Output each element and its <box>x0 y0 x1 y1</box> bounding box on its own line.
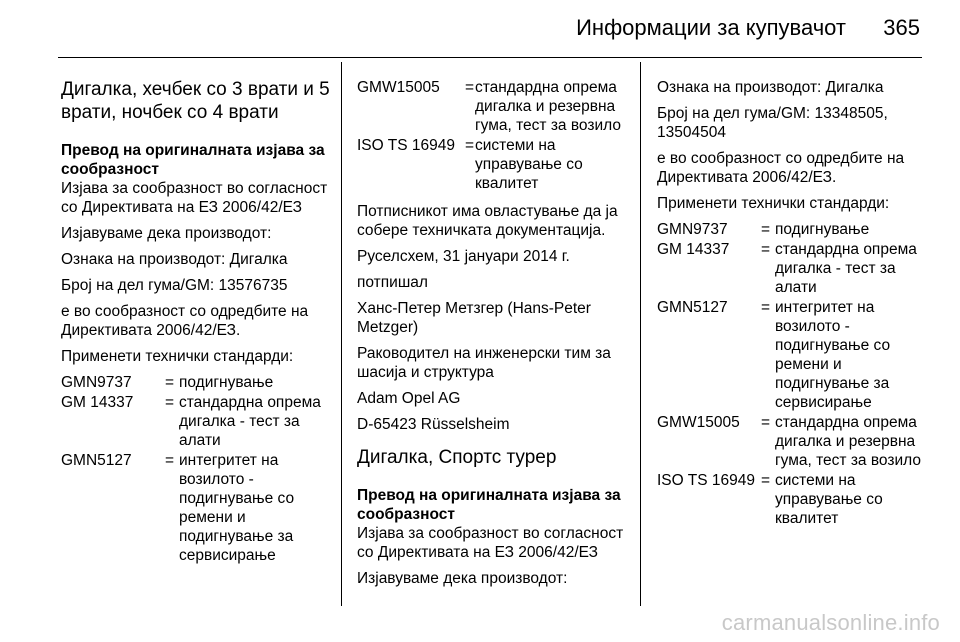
section-subhead: Превод на оригиналната изјава за сообразност <box>357 487 621 523</box>
header-rule <box>58 57 922 58</box>
paragraph: Изјавуваме дека производот: <box>357 570 568 587</box>
standard-desc: подигнување <box>775 221 870 238</box>
header-title: Информации за купувачот <box>576 15 846 40</box>
standard-code: GM 14337 <box>61 394 134 411</box>
standards-list <box>657 220 925 529</box>
paragraph: Потписникот има овластување да ја собере техничката документација. <box>357 203 618 239</box>
standard-desc: подигнување <box>179 374 274 391</box>
standard-code: ISO TS 16949 <box>357 137 455 154</box>
paragraph: Број на дел гума/GM: 13348505, 13504504 <box>657 105 888 141</box>
paragraph: Изјавуваме дека производот: <box>61 225 272 242</box>
paragraph: Ханс-Петер Метзгер (Hans-Peter Metzger) <box>357 300 591 336</box>
standard-code: GMN5127 <box>61 452 132 469</box>
paragraph: Раководител на инженерски тим за шасија и структура <box>357 345 611 381</box>
watermark[interactable]: carmanualsonline.info <box>721 610 940 635</box>
standard-code: GMN5127 <box>657 299 728 316</box>
standard-desc: системи на управување со квалитет <box>475 137 583 192</box>
standard-code: GMW15005 <box>657 414 740 431</box>
paragraph: Ознака на производот: Дигалка <box>61 251 288 268</box>
standard-eq: = <box>761 414 771 431</box>
standard-code: GMW15005 <box>357 79 440 96</box>
paragraph: Применети технички стандарди: <box>657 195 890 212</box>
standard-desc: интегритет на возилото - подигнување со ремени и подигнување за сервисирање <box>179 452 295 564</box>
paragraph: потпишал <box>357 274 428 291</box>
column-3 <box>657 78 925 535</box>
column-divider-2 <box>640 62 641 606</box>
standard-desc: системи на управување со квалитет <box>775 472 883 527</box>
standard-desc: стандардна опрема дигалка - тест за алати <box>775 241 917 296</box>
standard-code: GMN9737 <box>657 221 728 238</box>
column-1 <box>61 78 331 572</box>
column-2 <box>357 78 625 595</box>
standard-desc: интегритет на возилото - подигнување со ремени и подигнување за сервисирање <box>775 299 891 411</box>
column-divider-1 <box>341 62 342 606</box>
standard-code: GM 14337 <box>657 241 730 258</box>
paragraph: е во сообразност со одредбите на Директивата 2006/42/ЕЗ. <box>657 150 905 186</box>
paragraph: Руселсхем, 31 јануари 2014 г. <box>357 248 570 265</box>
paragraph: Изјава за сообразност во согласност со Директивата на ЕЗ 2006/42/ЕЗ <box>61 180 328 216</box>
standards-list <box>61 373 331 566</box>
section-heading: Дигалка, хечбек со 3 врати и 5 врати, ночбек со 4 врати <box>61 79 330 123</box>
standard-desc: стандардна опрема дигалка и резервна гума, тест за возило <box>475 79 621 134</box>
standard-desc: стандардна опрема дигалка и резервна гума, тест за возило <box>775 414 921 469</box>
standard-eq: = <box>761 472 771 489</box>
standard-code: ISO TS 16949 <box>657 472 755 489</box>
paragraph: D-65423 Rüsselsheim <box>357 416 510 433</box>
standard-code: GMN9737 <box>61 374 132 391</box>
standard-eq: = <box>165 394 175 411</box>
paragraph: Изјава за сообразност во согласност со Директивата на ЕЗ 2006/42/ЕЗ <box>357 525 624 561</box>
section-heading: Дигалка, Спортс турер <box>357 447 557 468</box>
standard-eq: = <box>165 452 175 469</box>
standard-eq: = <box>761 241 771 258</box>
paragraph: Применети технички стандарди: <box>61 348 294 365</box>
standard-eq: = <box>465 79 475 96</box>
paragraph: е во сообразност со одредбите на Директивата 2006/42/ЕЗ. <box>61 303 309 339</box>
page-number: 365 <box>883 15 920 40</box>
paragraph: Ознака на производот: Дигалка <box>657 79 884 96</box>
standard-eq: = <box>165 374 175 391</box>
page-header <box>0 0 960 58</box>
paragraph: Adam Opel AG <box>357 390 461 407</box>
standards-list <box>357 78 625 194</box>
standard-desc: стандардна опрема дигалка - тест за алати <box>179 394 321 449</box>
paragraph: Број на дел гума/GM: 13576735 <box>61 277 288 294</box>
standard-eq: = <box>761 299 771 316</box>
standard-eq: = <box>761 221 771 238</box>
standard-eq: = <box>465 137 475 154</box>
section-subhead: Превод на оригиналната изјава за сообразност <box>61 142 325 178</box>
